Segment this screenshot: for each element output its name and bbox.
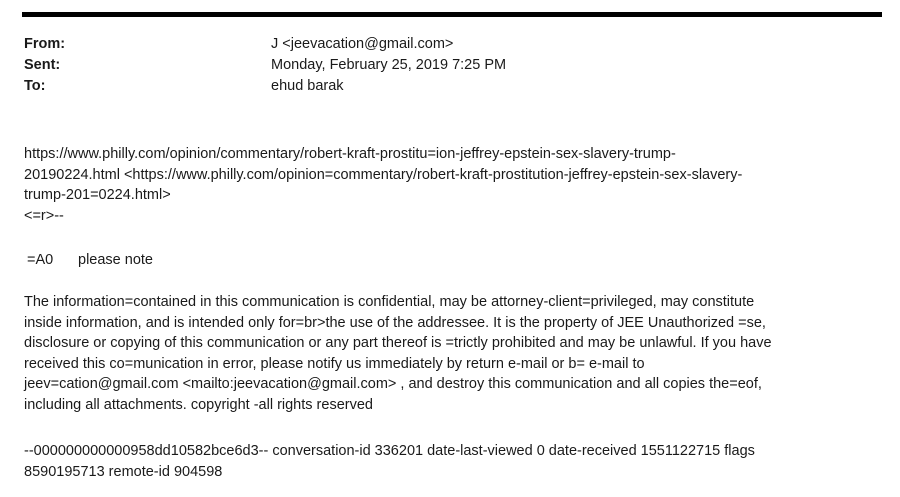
disclaimer-line: inside information, and is intended only for=br>the use of the addressee. It is the property of JEE Unauthorized =se, [24, 314, 766, 331]
note-code: =A0 [27, 252, 54, 268]
footer-paragraph [24, 441, 879, 482]
disclaimer-paragraph [24, 292, 879, 415]
link-line: trump-201=0224.html> [24, 187, 171, 203]
to-label: To: [24, 78, 46, 94]
sent-value: Monday, February 25, 2019 7:25 PM [271, 57, 507, 73]
footer-line: --000000000000958dd10582bce6d3-- conversation-id 336201 date-last-viewed 0 date-received 1551122715 flags [24, 443, 755, 459]
link-line: <=r>-- [24, 207, 64, 224]
sent-label: Sent: [24, 57, 61, 73]
disclaimer-line: disclosure or copying of this communication or any part thereof is =trictly prohibited and may be unlawful. If you have [24, 335, 772, 351]
disclaimer-line: including all attachments. copyright -all rights reserved [24, 396, 373, 413]
note-text: please note [78, 252, 153, 268]
link-line: https://www.philly.com/opinion/commentary/robert-kraft-prostitu=ion-jeffrey-epstein-sex-slavery-trump- [24, 146, 676, 162]
from-label: From: [24, 36, 66, 52]
footer-line: 8590195713 remote-id 904598 [24, 463, 223, 480]
to-row [24, 78, 784, 99]
from-value: J <jeevacation@gmail.com> [271, 36, 454, 52]
note-paragraph [24, 250, 879, 271]
disclaimer-line: jeev=cation@gmail.com <mailto:jeevacation@gmail.com> , and destroy this communication and all copies the=eof, [24, 376, 762, 392]
sent-row [24, 57, 784, 78]
email-header [24, 36, 784, 99]
from-row [24, 36, 784, 57]
link-paragraph [24, 144, 879, 226]
note-line [24, 250, 879, 271]
disclaimer-line: received this co=munication in error, please notify us immediately by return e-mail or b= e-mail to [24, 355, 645, 372]
top-divider-rule [22, 12, 882, 17]
to-value: ehud barak [271, 78, 344, 94]
disclaimer-line: The information=contained in this communication is confidential, may be attorney-client=privileged, may constitute [24, 294, 755, 310]
link-line: 20190224.html <https://www.philly.com/opinion=commentary/robert-kraft-prostitution-jeffrey-epstein-sex-slavery- [24, 166, 743, 183]
